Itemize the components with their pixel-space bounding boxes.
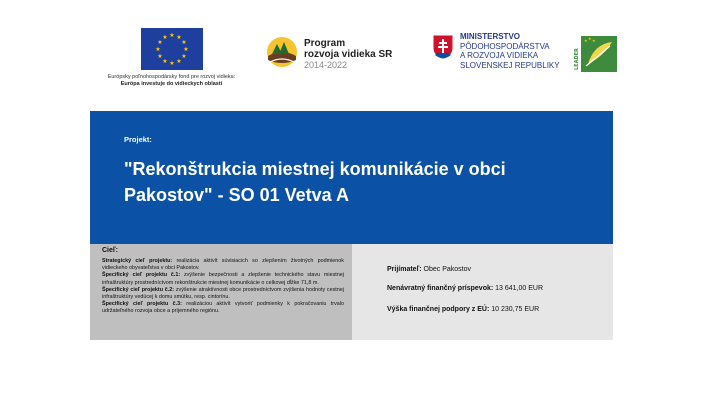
- recipient-row: [387, 266, 471, 273]
- svg-text:★: ★: [592, 38, 596, 43]
- svg-text:★: ★: [182, 46, 189, 53]
- ministry-logo-block: [432, 32, 567, 82]
- ministry-text: [460, 32, 560, 70]
- svg-text:★: ★: [175, 34, 182, 41]
- goals-heading: Cieľ:: [102, 247, 118, 254]
- svg-text:★: ★: [168, 32, 175, 39]
- goal-label: Špecifický cieľ projektu č.2:: [102, 286, 175, 293]
- project-header: [90, 111, 613, 244]
- eu-caption-line1: Európsky poľnohospodársky fond pre rozvoj vidieka:: [107, 74, 236, 80]
- project-title: "Rekonštrukcia miestnej komunikácie v obci Pakostov" - SO 01 Vetva A: [124, 159, 506, 205]
- goal-item: [102, 301, 344, 315]
- ministry-line1: MINISTERSTVO: [460, 32, 521, 41]
- prv-line3: 2014-2022: [304, 60, 348, 70]
- goal-label: Špecifický cieľ projektu č.3:: [102, 301, 182, 308]
- eu-support-value: 10 230,75 EUR: [489, 306, 540, 313]
- ministry-line3: A ROZVOJA VIDIEKA: [460, 51, 539, 60]
- svg-text:★: ★: [180, 39, 187, 46]
- svg-text:★: ★: [180, 53, 187, 60]
- goals-list: [102, 258, 344, 316]
- slovak-crest-icon: [432, 34, 454, 60]
- svg-text:★: ★: [156, 39, 163, 46]
- ministry-line4: SLOVENSKEJ REPUBLIKY: [460, 60, 560, 70]
- goal-text: realizáciou aktivít vytvoriť podmienky k pokračovaniu trvalo udržateľného rozvoja obce a príjemného regiónu.: [102, 301, 344, 315]
- prv-line2: rozvoja vidieka SR: [304, 49, 393, 60]
- leader-label: LEADER: [574, 48, 580, 70]
- eu-support-label: Výška finančnej podpory z EÚ:: [387, 306, 490, 313]
- grant-row: [387, 285, 543, 292]
- goal-item: [102, 272, 344, 286]
- svg-text:★: ★: [161, 34, 168, 41]
- svg-text:★: ★: [584, 38, 588, 43]
- leader-logo-icon: [574, 34, 620, 74]
- svg-text:★: ★: [154, 46, 161, 53]
- grant-label: Nenávratný finančný príspevok:: [387, 285, 494, 292]
- svg-text:★: ★: [156, 53, 163, 60]
- goal-text: zvýšenie atraktívnosti obce prostredníctvom zvýšenia hodnoty cestnej infraštruktúry vedúcej k domu smútku, resp. cintorínu.: [102, 286, 344, 301]
- eu-support-row: [387, 306, 539, 313]
- goal-label: Špecifický cieľ projektu č.1:: [102, 272, 181, 279]
- grant-value: 13 641,00 EUR: [493, 285, 544, 292]
- goal-item: [102, 258, 344, 272]
- ministry-line2: PÔDOHOSPODÁRSTVA: [460, 41, 550, 51]
- prv-emblem-icon: [266, 36, 298, 68]
- recipient-value: Obec Pakostov: [421, 266, 472, 273]
- prv-line1: Program: [304, 38, 346, 49]
- logo-bar: [0, 0, 720, 105]
- goal-text: realizácia aktivít súvisiacich so zlepšením životných podmienok vidieckeho obyvateľstva v obci Pakostov.: [102, 258, 344, 272]
- project-label: Projekt:: [124, 135, 152, 144]
- svg-text:★: ★: [168, 60, 175, 67]
- goal-text: zvýšenie bezpečnosti a zlepšenie technického stavu miestnej infraštruktúry prostredníctvom rekonštrukcie miestnej komunikácie o celkovej dĺžke 71,8 m.: [102, 272, 344, 286]
- eu-caption-line2: Európa investuje do vidieckych oblastí: [120, 81, 223, 87]
- prv-text: [304, 38, 392, 71]
- svg-text:★: ★: [175, 58, 182, 65]
- goal-item: [102, 287, 344, 301]
- prv-logo-block: [266, 36, 406, 72]
- svg-text:★: ★: [161, 58, 168, 65]
- recipient-label: Prijímateľ:: [387, 266, 422, 273]
- eu-logo-block: [84, 28, 259, 87]
- svg-text:★: ★: [588, 36, 592, 41]
- goal-label: Strategický cieľ projektu:: [102, 258, 173, 264]
- goals-panel: [90, 244, 352, 340]
- eu-flag-icon: [141, 28, 203, 70]
- info-panel: [352, 244, 613, 340]
